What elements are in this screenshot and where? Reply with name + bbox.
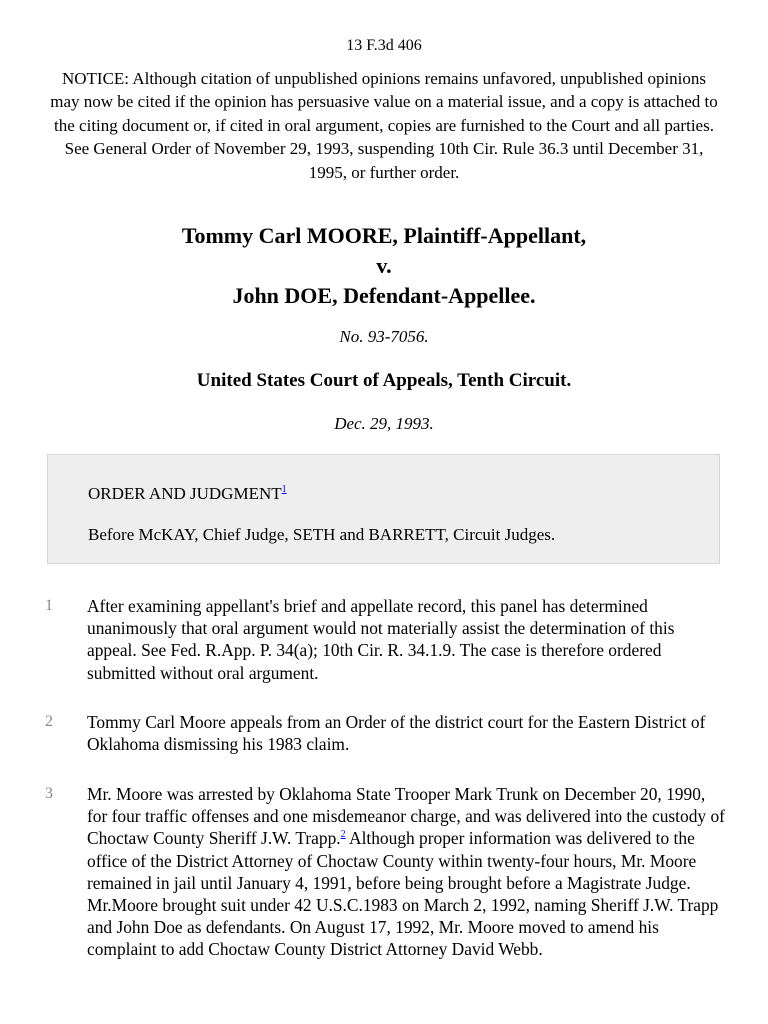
- decision-date: Dec. 29, 1993.: [334, 414, 434, 433]
- plaintiff-line: Tommy Carl MOORE, Plaintiff-Appellant,: [181, 223, 587, 248]
- paragraph-text: [87, 783, 727, 961]
- panel-judges: Before McKAY, Chief Judge, SETH and BARRETT, Circuit Judges.: [88, 525, 556, 544]
- paragraph-number: 1: [45, 597, 53, 614]
- order-header-box: [47, 454, 720, 564]
- case-citation: 13 F.3d 406: [346, 37, 422, 54]
- docket-number: No. 93-7056.: [339, 327, 429, 346]
- versus-line: v.: [376, 253, 392, 278]
- footnote-link-1[interactable]: 1: [281, 484, 287, 495]
- case-caption: [0, 221, 768, 311]
- paragraph-text: Tommy Carl Moore appeals from an Order of the district court for the Eastern District of Oklahoma dismissing his 1983 claim.: [87, 712, 706, 755]
- order-title: [88, 483, 287, 505]
- court-name: United States Court of Appeals, Tenth Circuit.: [196, 370, 572, 391]
- paragraph-text: After examining appellant's brief and appellate record, this panel has determined unanimously that oral argument would not materially assist the determination of this appeal. See Fed. R.App. P. 34(a); 10th Cir. R. 34.1.9. The case is therefore ordered submitted without oral argument.: [87, 596, 675, 683]
- order-title-text: ORDER AND JUDGMENT: [88, 484, 282, 503]
- paragraph-number: 2: [45, 713, 53, 730]
- publication-notice: NOTICE: Although citation of unpublished opinions remains unfavored, unpublished opinions may now be cited if the opinion has persuasive value on a material issue, and a copy is attached to the citing document or, if cited in oral argument, copies are furnished to the Court and all parties. See General Order of November 29, 1993, suspending 10th Cir. Rule 36.3 until December 31, 1995, or further order.: [50, 69, 718, 182]
- paragraph-text-part: Mr. Moore was arrested by Oklahoma State Trooper Mark Trunk on December 20, 1990, for four traffic offenses and one misdemeanor charge, and was delivered into the custody of Choctaw County Sheriff J.W. Trapp.: [87, 784, 725, 849]
- footnote-link-2[interactable]: 2: [340, 829, 346, 841]
- paragraph-text-part: Although proper information was delivered to the office of the District Attorney of Choctaw County within twenty-four hours, Mr. Moore remained in jail until January 4, 1991, before being brought before a Magistrate Judge. Mr.Moore brought suit under 42 U.S.C.1983 on March 2, 1992, naming Sheriff J.W. Trapp and John Doe as defendants. On August 17, 1992, Mr. Moore moved to amend his complaint to add Choctaw County District Attorney David Webb.: [87, 828, 719, 960]
- defendant-line: John DOE, Defendant-Appellee.: [232, 283, 536, 308]
- paragraph-number: 3: [45, 785, 53, 802]
